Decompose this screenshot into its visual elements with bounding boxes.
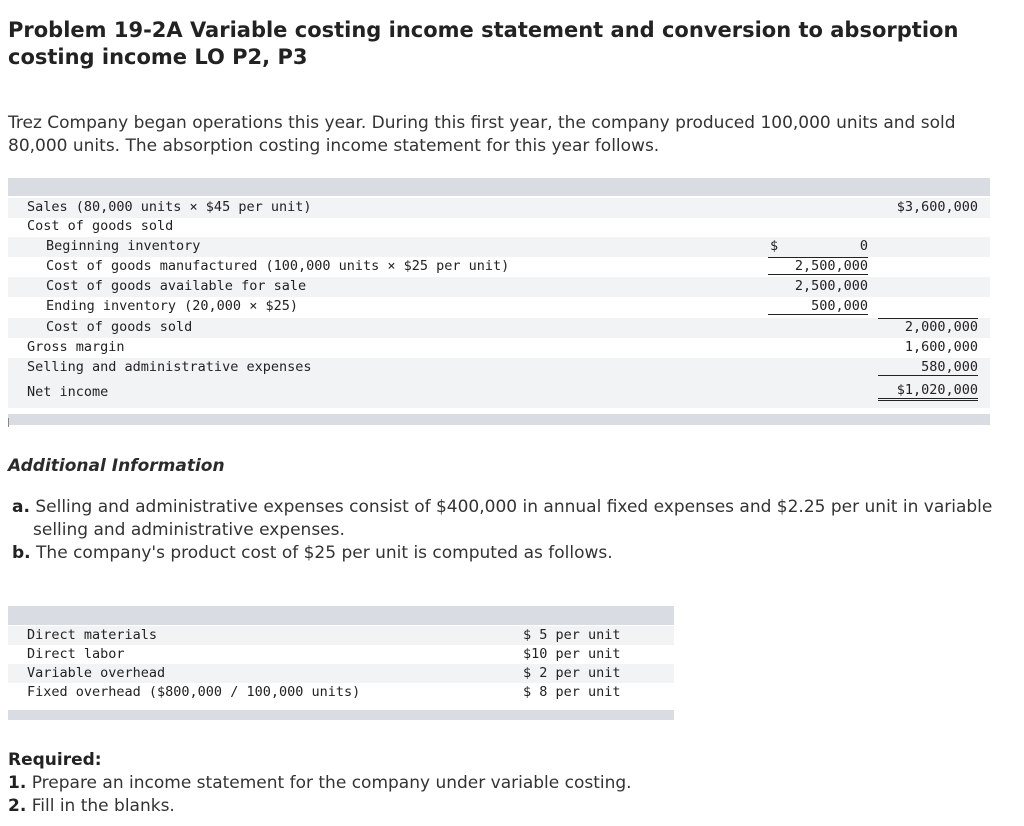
required-heading: Required: <box>8 750 102 770</box>
table-row <box>8 297 990 317</box>
table-row <box>8 318 990 338</box>
table-row <box>8 664 674 683</box>
table-row <box>8 277 990 297</box>
cogm-value: 2,500,000 <box>768 257 868 275</box>
table-row <box>8 237 990 257</box>
list-item <box>8 795 632 818</box>
ending-inventory-value: 500,000 <box>768 298 868 315</box>
available-value: 2,500,000 <box>794 278 868 294</box>
cost-row-value: $ 5 per unit <box>523 627 621 643</box>
required-item-1-marker: 1. <box>8 773 27 793</box>
table-row <box>8 626 674 645</box>
list-item <box>12 496 1017 542</box>
gross-margin-label: Gross margin <box>27 339 125 355</box>
table-row <box>8 378 990 408</box>
table-resize-handle <box>8 418 9 427</box>
additional-info-list <box>12 496 1017 565</box>
required-item-1-text: Prepare an income statement for the company under variable costing. <box>31 773 632 793</box>
list-item <box>8 772 632 795</box>
list-item <box>12 542 1017 565</box>
cost-row-label: Variable overhead <box>27 665 166 681</box>
cogm-label: Cost of goods manufactured (100,000 units × $25 per unit) <box>46 258 510 274</box>
sales-label: Sales (80,000 units × $45 per unit) <box>27 199 312 215</box>
sga-value: 580,000 <box>878 359 978 376</box>
table-row <box>8 198 990 218</box>
item-a-text: Selling and administrative expenses consist of $400,000 in annual fixed expenses and $2.25 per unit in variable selling and administrative expenses. <box>33 497 993 540</box>
beginning-inventory-value: 0 <box>859 238 868 254</box>
table-row <box>8 645 674 664</box>
net-income-label: Net income <box>27 384 109 400</box>
cost-row-label: Direct labor <box>27 646 125 662</box>
item-b-text: The company's product cost of $25 per unit is computed as follows. <box>36 543 613 563</box>
cogs-label: Cost of goods sold <box>46 319 193 335</box>
available-label: Cost of goods available for sale <box>46 278 307 294</box>
cogs-header-label: Cost of goods sold <box>27 218 174 234</box>
page-title: Problem 19-2A Variable costing income statement and conversion to absorption costing income LO P2, P3 <box>8 18 959 69</box>
cost-row-value: $10 per unit <box>523 646 621 662</box>
table-row <box>8 338 990 358</box>
table-row <box>8 217 990 237</box>
cost-table-header-bar <box>8 606 674 625</box>
required-section <box>8 749 632 818</box>
net-income-value: $1,020,000 <box>878 382 978 401</box>
income-table-footer-bar <box>8 414 990 425</box>
sales-value: $3,600,000 <box>896 199 978 215</box>
item-a-marker: a. <box>12 497 30 517</box>
table-row <box>8 358 990 378</box>
gross-margin-value: 1,600,000 <box>904 339 978 355</box>
ending-inventory-label: Ending inventory (20,000 × $25) <box>46 298 298 314</box>
cost-row-label: Fixed overhead ($800,000 / 100,000 units) <box>27 684 361 700</box>
intro-paragraph: Trez Company began operations this year. During this first year, the company produced 100,000 units and sold 80,000 units. The absorption costing income statement for this year follows. <box>8 113 956 156</box>
beginning-inventory-label: Beginning inventory <box>46 238 201 254</box>
table-row <box>8 683 674 702</box>
additional-info-heading: Additional Information <box>8 456 225 476</box>
cost-row-label: Direct materials <box>27 627 158 643</box>
cost-row-value: $ 8 per unit <box>523 684 621 700</box>
required-item-2-text: Fill in the blanks. <box>31 796 175 816</box>
income-table-header-bar <box>8 178 990 196</box>
cogs-value: 2,000,000 <box>878 318 978 335</box>
required-item-2-marker: 2. <box>8 796 27 816</box>
item-b-marker: b. <box>12 543 31 563</box>
cost-row-value: $ 2 per unit <box>523 665 621 681</box>
sga-label: Selling and administrative expenses <box>27 359 312 375</box>
beginning-inventory-dollar: $ <box>770 238 779 254</box>
table-row <box>8 257 990 277</box>
cost-table-footer-bar <box>8 710 674 720</box>
